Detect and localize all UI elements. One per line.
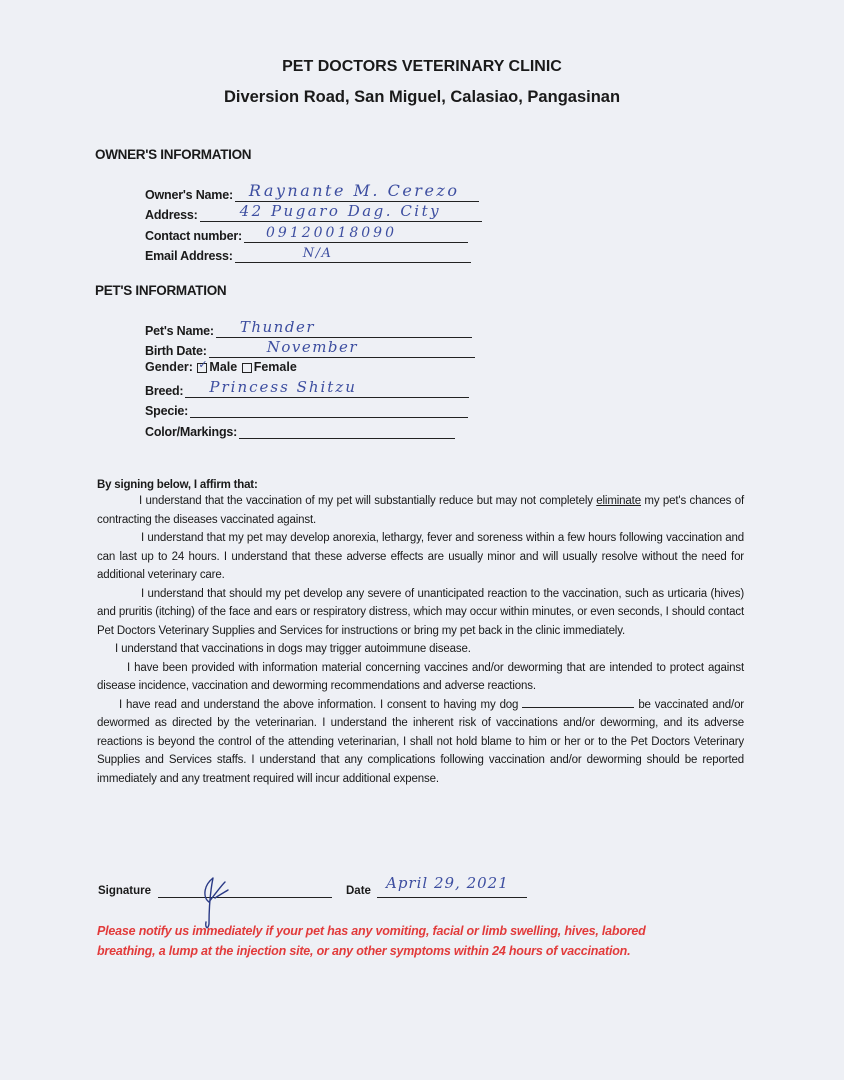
contact-value: 09120018090 xyxy=(266,225,397,241)
breed-label: Breed: xyxy=(145,384,184,398)
address-field xyxy=(145,204,482,222)
owner-name-value: Raynante M. Cerezo xyxy=(248,181,460,200)
pet-section-heading: PET'S INFORMATION xyxy=(95,283,227,298)
gender-label: Gender: xyxy=(145,360,193,374)
affirmation-title: By signing below, I affirm that: xyxy=(97,479,258,491)
contact-field xyxy=(145,225,468,243)
affirmation-paragraph-1: I understand that the vaccination of my pet will substantially reduce but may not completely eliminate my pet's chances of contracting the diseases vaccinated against. xyxy=(97,495,744,526)
gender-female-label: Female xyxy=(253,360,297,374)
affirmation-paragraph-4: I understand that vaccinations in dogs may trigger autoimmune disease. xyxy=(115,643,471,655)
affirmation-paragraph-2: I understand that my pet may develop anorexia, lethargy, fever and soreness within a few hours following vaccination and can last up to 24 hours. I understand that these adverse effects are usually minor and will usually resolve without the need for additional veterinary care. xyxy=(97,532,744,581)
contact-label: Contact number: xyxy=(145,229,243,243)
email-label: Email Address: xyxy=(145,249,233,263)
birth-date-label: Birth Date: xyxy=(145,344,207,358)
clinic-name: PET DOCTORS VETERINARY CLINIC xyxy=(282,58,562,75)
color-markings-label: Color/Markings: xyxy=(145,425,238,439)
breed-line[interactable] xyxy=(185,378,469,398)
gender-male-checkbox[interactable] xyxy=(197,358,208,373)
owner-section-heading: OWNER'S INFORMATION xyxy=(95,147,252,162)
email-value: N/A xyxy=(302,246,333,261)
pet-name-value: Thunder xyxy=(239,318,315,336)
address-label: Address: xyxy=(145,208,198,222)
owner-name-field xyxy=(145,181,479,202)
color-markings-line[interactable] xyxy=(239,422,455,439)
pet-name-field xyxy=(145,320,472,338)
gender-field xyxy=(145,360,297,374)
date-label: Date xyxy=(346,885,371,897)
email-line[interactable] xyxy=(235,246,471,263)
birth-date-field xyxy=(145,340,475,358)
clinic-address: Diversion Road, San Miguel, Calasiao, Pangasinan xyxy=(223,88,621,106)
check-mark-icon: ✓ xyxy=(198,358,208,371)
contact-line[interactable] xyxy=(244,226,468,243)
owner-name-line[interactable] xyxy=(235,181,479,202)
birth-date-value: November xyxy=(266,338,359,356)
gender-female-checkbox[interactable] xyxy=(242,363,252,373)
eliminate-underlined: eliminate xyxy=(596,495,641,507)
owner-name-label: Owner's Name: xyxy=(145,188,233,202)
pet-name-line[interactable] xyxy=(216,318,472,338)
color-markings-field xyxy=(145,421,455,439)
signature-line[interactable] xyxy=(158,897,332,898)
breed-field xyxy=(145,380,469,398)
affirmation-body xyxy=(97,492,744,788)
address-value: 42 Pugaro Dag. City xyxy=(239,202,442,220)
affirmation-paragraph-6: I have read and understand the above information. I consent to having my dog be vaccinated and/or dewormed as directed by the veterinarian. I understand the inherent risk of vaccinations and/or deworming, and its adverse reactions is beyond the control of the attending veterinarian, I shall not hold blame to him or her or to the Pet Doctors Veterinary Supplies and Services staffs. I understand that any complications following vaccination and/or deworming should be reported immediately and any treatment required will incur additional expense. xyxy=(97,696,744,789)
dog-name-blank[interactable] xyxy=(522,696,634,708)
address-line[interactable] xyxy=(200,202,482,222)
gender-male-label: Male xyxy=(209,360,238,374)
pet-name-label: Pet's Name: xyxy=(145,324,214,338)
email-field xyxy=(145,245,471,263)
breed-value: Princess Shitzu xyxy=(209,378,357,396)
date-value: April 29, 2021 xyxy=(386,874,509,892)
affirmation-paragraph-5: I have been provided with information material concerning vaccines and/or deworming that are intended to protect against disease incidence, vaccination and deworming recommendations and adverse reactions. xyxy=(97,661,744,692)
specie-label: Specie: xyxy=(145,404,189,418)
birth-date-line[interactable] xyxy=(209,338,475,358)
notice-text: Please notify us immediately if your pet has any vomiting, facial or limb swelling, hives, labored breathing, a lump at the injection site, or any other symptoms within 24 hours of vaccination. xyxy=(97,924,646,958)
specie-line[interactable] xyxy=(190,401,468,418)
affirmation-paragraph-3: I understand that should my pet develop any severe of unanticipated reaction to the vaccination, such as urticaria (hives) and pruritis (itching) of the face and ears or respiratory distress, which may occur within minutes, or even seconds, I should contact Pet Doctors Veterinary Supplies and Services for instructions or bring my pet back in the clinic immediately. xyxy=(97,587,744,637)
specie-field xyxy=(145,400,468,418)
signature-label: Signature xyxy=(98,885,152,897)
